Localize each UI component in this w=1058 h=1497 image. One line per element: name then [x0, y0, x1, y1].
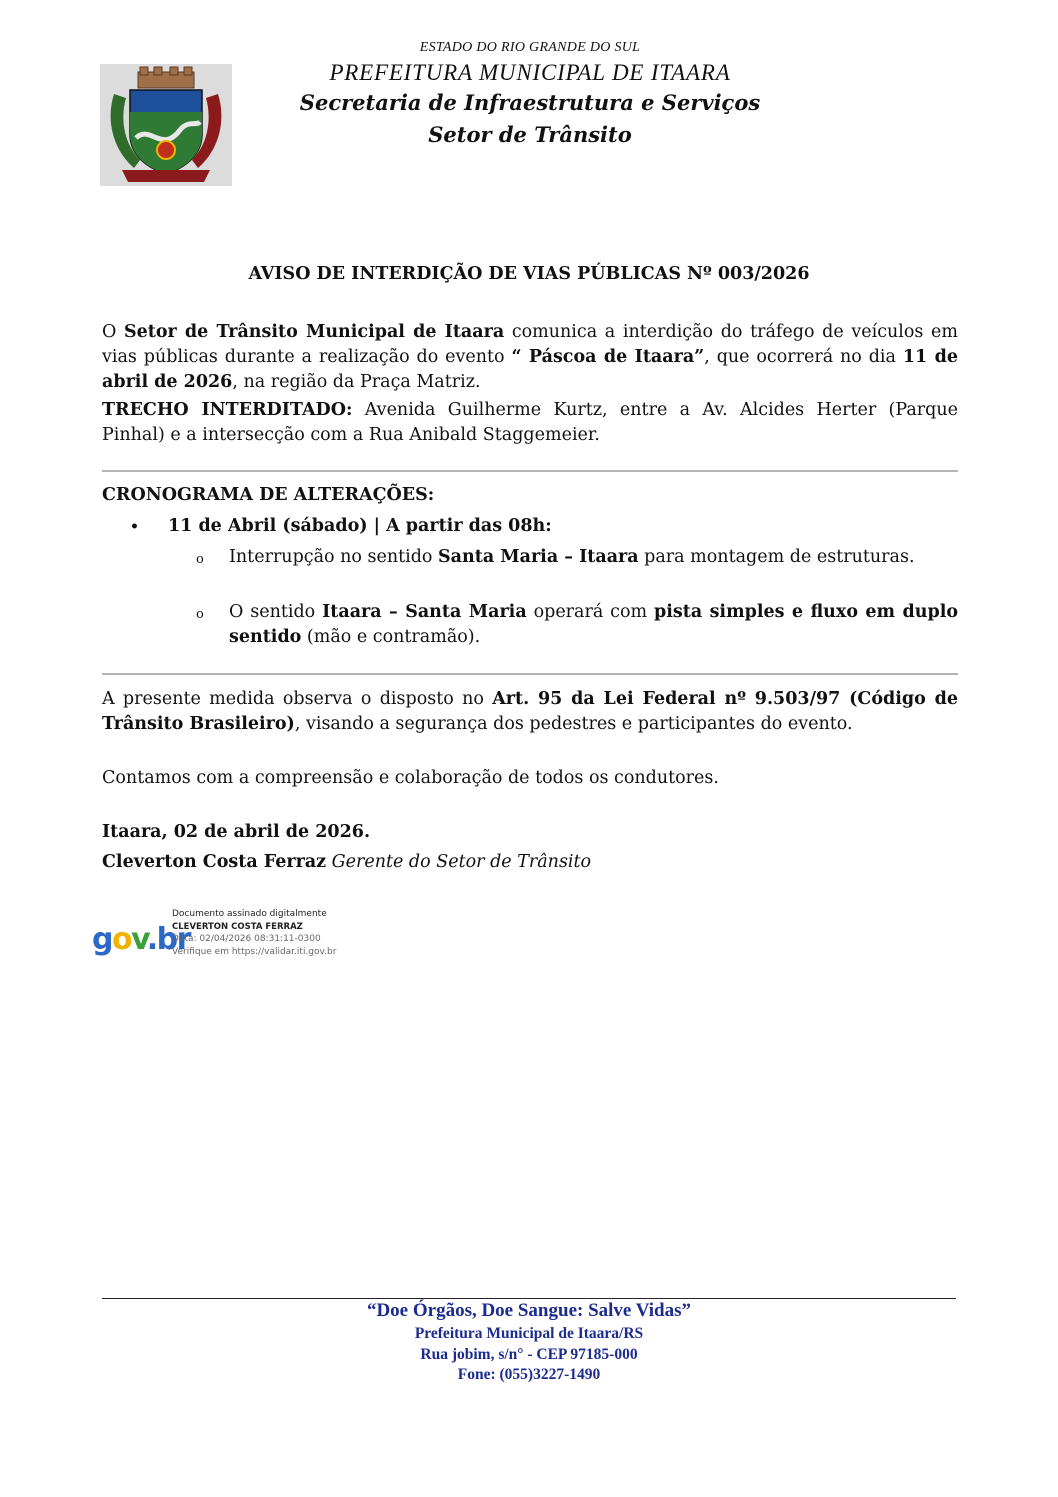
- trecho-label: TRECHO INTERDITADO:: [102, 400, 353, 420]
- footer-phone: Fone: (055)3227-1490: [457, 1366, 601, 1383]
- schedule-item: [196, 600, 958, 650]
- intro-bold-2: “ Páscoa de Itaara”: [511, 347, 705, 367]
- header-prefeitura: PREFEITURA MUNICIPAL DE ITAARA: [329, 60, 731, 85]
- footer-divider: [102, 1298, 956, 1299]
- municipal-coat-of-arms-icon: [100, 64, 232, 186]
- footer-slogan: “Doe Órgãos, Doe Sangue: Salve Vidas”: [366, 1300, 692, 1321]
- divider: [102, 673, 958, 675]
- legal-text-1: A presente medida observa o disposto no: [102, 689, 493, 709]
- item1-text-2: para montagem de estruturas.: [638, 547, 915, 567]
- item2-text-2: operará com: [526, 602, 654, 622]
- sub-bullet-icon: o: [196, 607, 204, 622]
- date-line: Itaara, 02 de abril de 2026.: [102, 822, 371, 842]
- intro-text-4: , na região da Praça Matriz.: [232, 372, 481, 392]
- govbr-logo-icon: gov.br: [92, 922, 190, 957]
- item1-bold-1: Santa Maria – Itaara: [438, 547, 639, 567]
- signer-name: Cleverton Costa Ferraz: [102, 852, 327, 872]
- intro-bold-3: 11 de abril de 2026: [102, 347, 958, 392]
- divider: [102, 470, 958, 472]
- digital-signature-stamp: [172, 908, 336, 958]
- bullet-icon: •: [130, 519, 139, 535]
- footer-address: Rua jobim, s/n° - CEP 97185-000: [420, 1346, 638, 1363]
- signer-role: Gerente do Setor de Trânsito: [326, 852, 592, 872]
- legal-text-2: , visando a segurança dos pedestres e participantes do evento.: [294, 714, 853, 734]
- item2-bold-1: Itaara – Santa Maria: [322, 602, 527, 622]
- intro-paragraph: [102, 320, 958, 395]
- header-setor: Setor de Trânsito: [428, 122, 632, 147]
- cronograma-title: CRONOGRAMA DE ALTERAÇÕES:: [102, 485, 435, 505]
- footer-org: Prefeitura Municipal de Itaara/RS: [414, 1325, 644, 1342]
- stamp-date: Data: 02/04/2026 08:31:11-0300: [172, 934, 321, 944]
- item2-text-3: (mão e contramão).: [301, 627, 481, 647]
- stamp-signer-name: CLEVERTON COSTA FERRAZ: [172, 921, 303, 932]
- trecho-paragraph: [102, 398, 958, 448]
- header-state: ESTADO DO RIO GRANDE DO SUL: [419, 40, 641, 55]
- schedule-item: [196, 545, 958, 570]
- cronograma-day: [130, 516, 552, 536]
- intro-text-1: O: [102, 322, 124, 342]
- sub-bullet-icon: o: [196, 552, 204, 567]
- header-secretaria: Secretaria de Infraestrutura e Serviços: [299, 90, 761, 115]
- legal-bold-1: Art. 95 da Lei Federal nº 9.503/97 (Código de Trânsito Brasileiro): [102, 689, 959, 734]
- cronograma-day-label: 11 de Abril (sábado) | A partir das 08h:: [168, 516, 552, 536]
- trecho-text: Avenida Guilherme Kurtz, entre a Av. Alcides Herter (Parque Pinhal) e a intersecção com a Rua Anibald Staggemeier.: [102, 400, 958, 445]
- legal-paragraph: [102, 687, 958, 737]
- stamp-heading: Documento assinado digitalmente: [172, 909, 327, 919]
- item2-text-1: O sentido: [229, 602, 323, 622]
- closing-paragraph: Contamos com a compreensão e colaboração de todos os condutores.: [102, 768, 719, 788]
- stamp-verify: Verifique em https://validar.iti.gov.br: [172, 946, 337, 957]
- notice-title: AVISO DE INTERDIÇÃO DE VIAS PÚBLICAS Nº 003/2026: [248, 264, 810, 284]
- intro-text-2: comunica a interdição do tráfego de veículos em vias públicas durante a realização do evento: [102, 322, 958, 367]
- signer-line: [102, 852, 591, 872]
- item1-text-1: Interrupção no sentido: [229, 547, 439, 567]
- intro-bold-1: Setor de Trânsito Municipal de Itaara: [124, 322, 505, 342]
- item2-bold-2: pista simples e fluxo em duplo sentido: [229, 602, 959, 647]
- intro-text-3: , que ocorrerá no dia: [704, 347, 903, 367]
